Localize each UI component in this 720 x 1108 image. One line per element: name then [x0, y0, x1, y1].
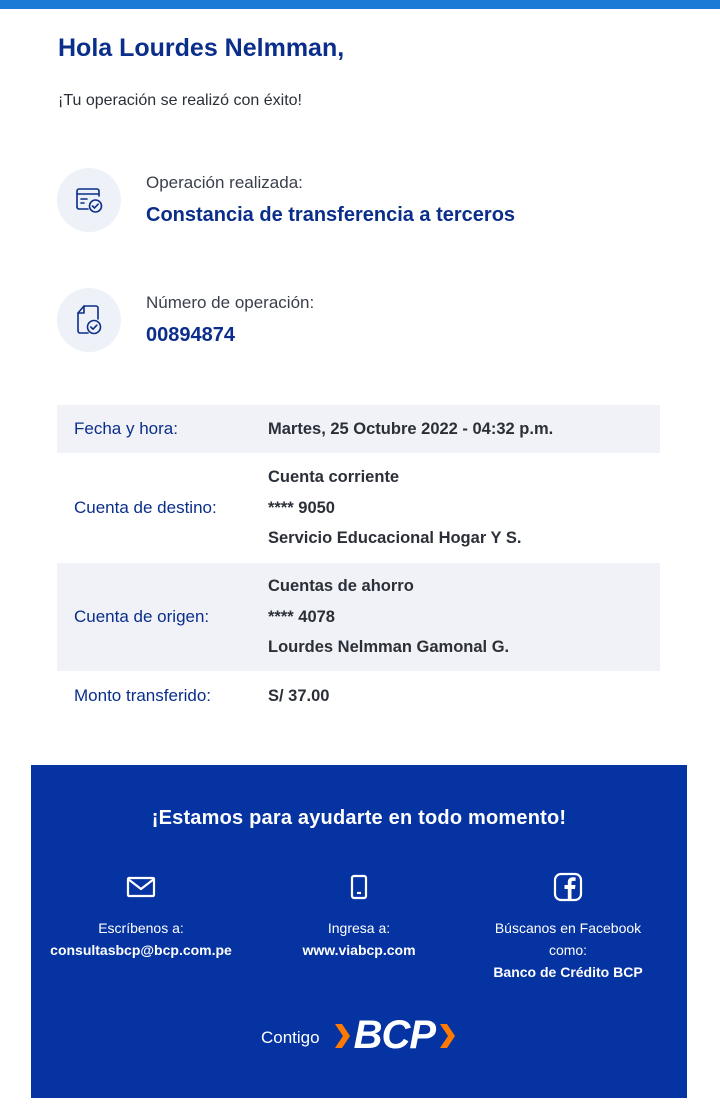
- destination-account-number: **** 9050: [268, 498, 335, 517]
- brand-name: BCP: [353, 1013, 436, 1057]
- web-label: Ingresa a:: [327, 920, 391, 936]
- date-value: Martes, 25 Octubre 2022 - 04:32 p.m.: [268, 405, 660, 453]
- operation-block: [57, 168, 657, 234]
- receipt-check-icon: [57, 288, 121, 352]
- destination-account-type: Cuenta corriente: [268, 468, 400, 487]
- destination-label: Cuenta de destino:: [74, 498, 217, 517]
- origin-label: Cuenta de origen:: [57, 563, 268, 671]
- phone-icon: [259, 873, 459, 901]
- facebook-link[interactable]: Banco de Crédito BCP: [493, 964, 643, 980]
- origin-value: [268, 563, 660, 671]
- facebook-icon: [468, 873, 668, 901]
- bcp-logo: [332, 1013, 457, 1058]
- contact-web: [259, 873, 459, 961]
- destination-account-holder: Servicio Educacional Hogar Y S.: [268, 529, 522, 548]
- logo-chevron-right-icon: [437, 1021, 457, 1051]
- brand-lead-text: Contigo: [260, 1027, 320, 1047]
- table-row: [57, 453, 660, 563]
- operation-number-label: Número de operación:: [146, 293, 315, 312]
- brand-signature: [31, 1013, 687, 1058]
- document-check-icon: [57, 168, 121, 232]
- destination-value: [268, 453, 660, 563]
- footer-title: ¡Estamos para ayudarte en todo momento!: [151, 807, 567, 829]
- contact-facebook: [468, 873, 668, 983]
- date-label: Fecha y hora:: [57, 405, 268, 453]
- operation-value: Constancia de transferencia a terceros: [146, 204, 516, 226]
- table-row: [57, 563, 660, 671]
- logo-chevron-left-icon: [332, 1021, 352, 1051]
- origin-account-number: **** 4078: [268, 607, 335, 626]
- amount-value: S/ 37.00: [268, 686, 330, 705]
- amount-label: Monto transferido:: [74, 686, 212, 705]
- success-message: ¡Tu operación se realizó con éxito!: [58, 92, 302, 109]
- transfer-details-table: [57, 405, 660, 721]
- origin-account-type: Cuentas de ahorro: [268, 577, 414, 596]
- greeting-heading: Hola Lourdes Nelmman,: [58, 34, 345, 62]
- origin-account-holder: Lourdes Nelmman Gamonal G.: [268, 638, 510, 657]
- operation-number-block: [57, 288, 657, 354]
- help-footer: [31, 765, 687, 1098]
- operation-label: Operación realizada:: [146, 173, 303, 192]
- operation-number-value: 00894874: [146, 324, 235, 346]
- table-row: [57, 671, 660, 721]
- contact-email: [41, 873, 241, 961]
- top-accent-bar: [0, 0, 720, 9]
- web-link[interactable]: www.viabcp.com: [302, 942, 416, 958]
- mail-icon: [41, 873, 241, 901]
- email-label: Escríbenos a:: [98, 920, 184, 936]
- facebook-label: Búscanos en Facebook como:: [494, 920, 642, 958]
- table-row: [57, 405, 660, 453]
- email-link[interactable]: consultasbcp@bcp.com.pe: [50, 942, 232, 958]
